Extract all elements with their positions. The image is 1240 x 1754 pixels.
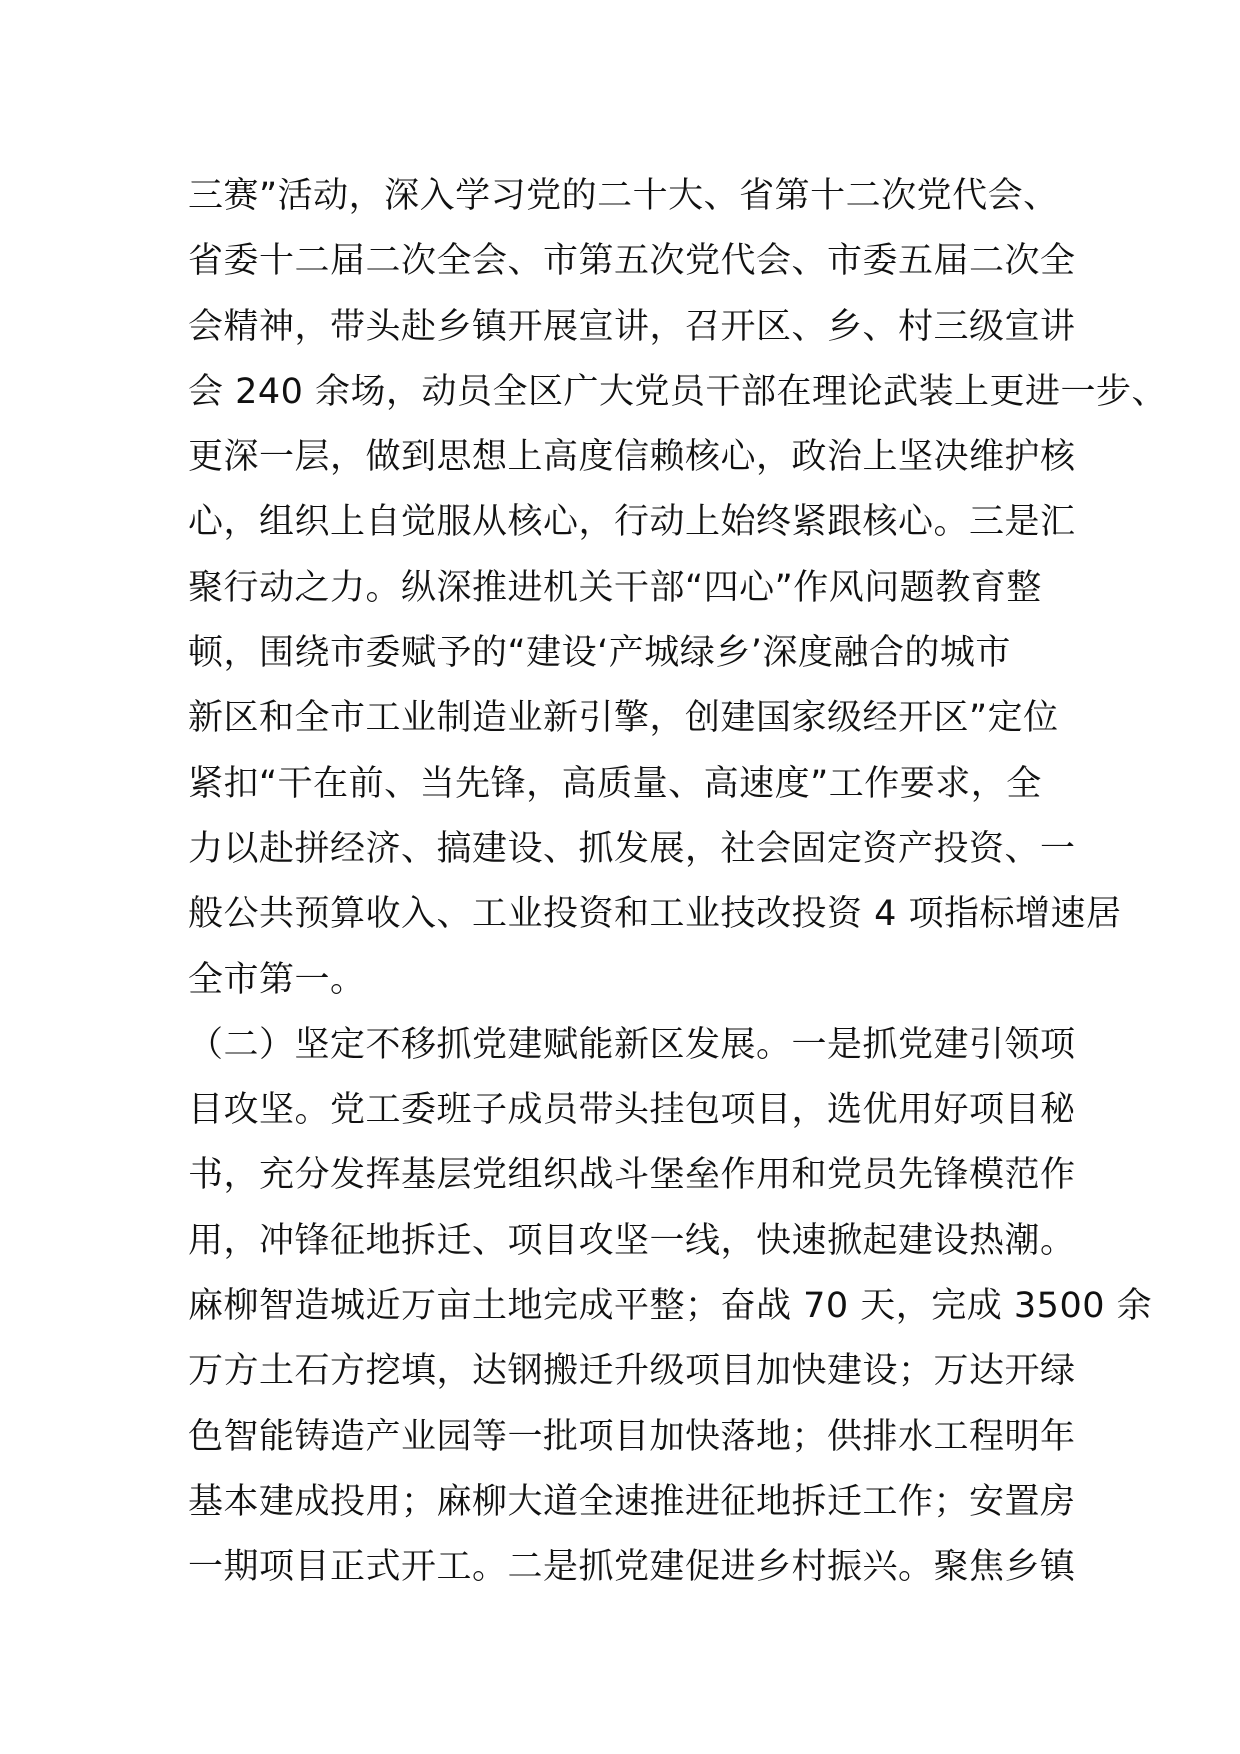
text-line: 麻柳智造城近万亩土地完成平整；奋战 70 天，完成 3500 余 [188, 1286, 1153, 1327]
text-line: 书，充分发挥基层党组织战斗堡垒作用和党员先锋模范作 [188, 1155, 1076, 1196]
text-line: 会精神，带头赴乡镇开展宣讲，召开区、乡、村三级宣讲 [188, 306, 1076, 347]
text-line: 顿，围绕市委赋予的“建设‘产城绿乡’深度融合的城市 [188, 633, 1011, 674]
text-line: 全市第一。 [188, 959, 366, 1000]
text-line: 三赛”活动，深入学习党的二十大、省第十二次党代会、 [188, 176, 1059, 216]
text-line: 色智能铸造产业园等一批项目加快落地；供排水工程明年 [188, 1416, 1076, 1457]
text-line: 紧扣“干在前、当先锋，高质量、高速度”工作要求，全 [188, 763, 1042, 804]
text-line: 般公共预算收入、工业投资和工业技改投资 4 项指标增速居 [188, 894, 1122, 935]
text-line: 一期项目正式开工。二是抓党建促进乡村振兴。聚焦乡镇 [188, 1547, 1076, 1588]
text-line: 心，组织上自觉服从核心，行动上始终紧跟核心。三是汇 [188, 502, 1076, 543]
text-line: 聚行动之力。纵深推进机关干部“四心”作风问题教育整 [188, 567, 1042, 608]
text-line: 省委十二届二次全会、市第五次党代会、市委五届二次全 [188, 241, 1076, 282]
text-line: 基本建成投用；麻柳大道全速推进征地拆迁工作；安置房 [188, 1481, 1076, 1522]
text-line: 目攻坚。党工委班子成员带头挂包项目，选优用好项目秘 [188, 1090, 1076, 1131]
text-line: 更深一层，做到思想上高度信赖核心，政治上坚决维护核 [188, 437, 1076, 478]
text-line: 新区和全市工业制造业新引擎，创建国家级经开区”定位 [188, 698, 1059, 739]
text-line: 万方土石方挖填，达钢搬迁升级项目加快建设；万达开绿 [188, 1351, 1076, 1392]
text-line: 会 240 余场，动员全区广大党员干部在理论武装上更进一步、 [188, 371, 1168, 412]
text-line: 力以赴拼经济、搞建设、抓发展，社会固定资产投资、一 [188, 828, 1076, 869]
text-line: 用，冲锋征地拆迁、项目攻坚一线，快速掀起建设热潮。 [188, 1220, 1076, 1261]
section-heading-line: （二）坚定不移抓党建赋能新区发展。一是抓党建引领项 [188, 1024, 1076, 1065]
body-text [188, 164, 1168, 1601]
